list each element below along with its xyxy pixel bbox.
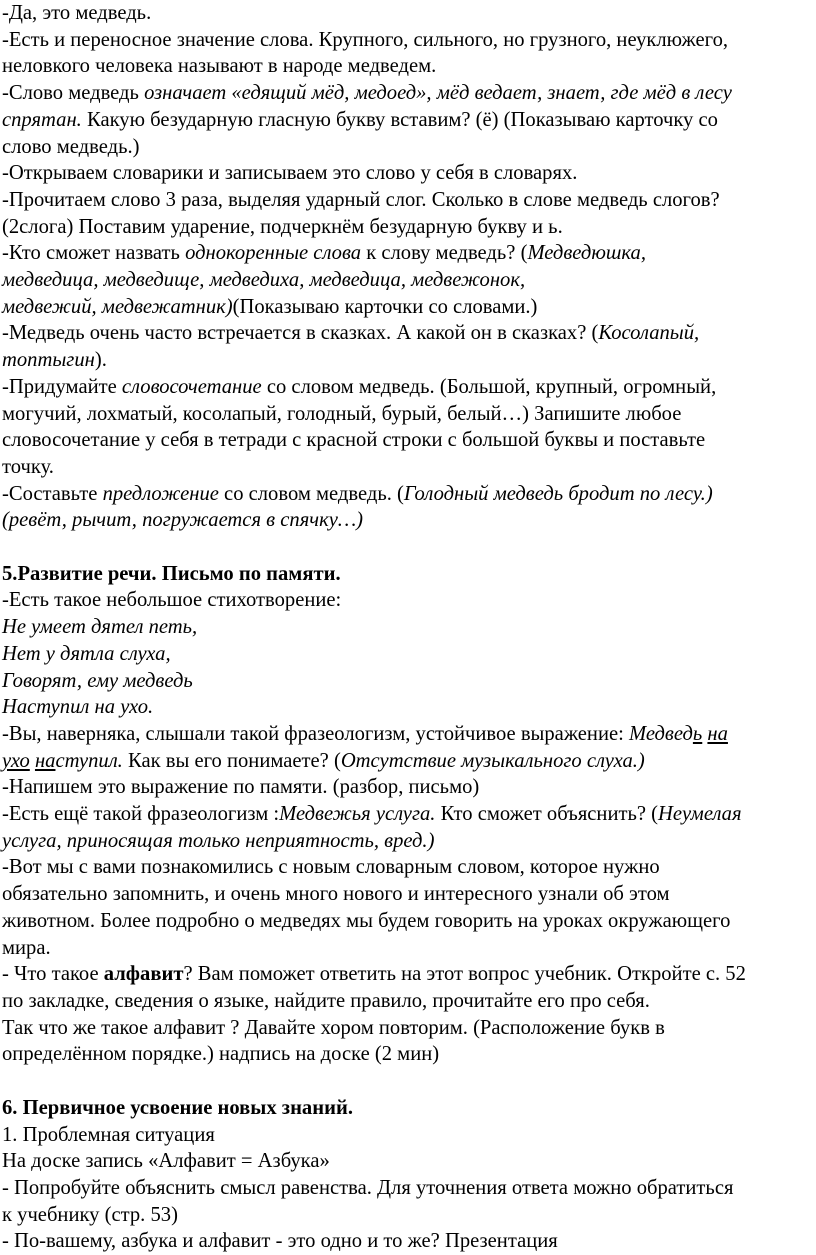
text-line [2,828,808,855]
text-run: -Придумайте [2,375,122,398]
italic-run: Наступил на ухо. [2,696,154,719]
text-line [2,267,808,294]
italic-run: услуга, приносящая только неприятность, вред.) [2,829,435,852]
italic-run: Медвежья услуга. [279,803,436,826]
text-run: со словом медведь. ( [218,482,404,505]
text-line [2,481,808,508]
italic-run: Голодный медведь бродит по лесу.) [403,482,713,505]
text-run: ? Вам поможет ответить на этот вопрос учебник. Откройте с. 52 [183,963,746,986]
underlined-italic-run: ухо [2,749,30,772]
italic-run: предложение [102,482,219,505]
text-line: слово медведь.) [2,135,140,158]
bold-run: 6. Первичное усвоение новых знаний. [2,1096,353,1119]
text-line: -Есть и переносное значение слова. Крупного, сильного, но грузного, неуклюжего, [2,28,729,51]
text-line: (2слога) Поставим ударение, подчеркнём безударную букву и ь. [2,215,563,238]
italic-run: медвежий, медвежатник) [2,295,233,318]
text-run: -Кто сможет назвать [2,242,186,265]
poem-line [2,641,808,668]
italic-run: Медведюшка, [527,242,646,265]
text-run: со словом медведь. (Большой, крупный, огромный, [261,375,717,398]
italic-run: Говорят, ему медведь [2,669,193,692]
poem-line [2,614,808,641]
text-line [2,961,808,988]
italic-run: Отсутствие музыкального слуха.) [340,749,645,772]
text-line [2,80,808,107]
blank-line [2,1068,808,1095]
text-line: определённом порядке.) надпись на доске (2 мин) [2,1043,440,1066]
bold-run: 5.Развитие речи. Письмо по памяти. [2,562,341,585]
text-run: -Вы, наверняка, слышали такой фразеологизм, устойчивое выражение: [2,722,629,745]
text-line [2,240,808,267]
poem-line [2,668,808,695]
text-line: могучий, лохматый, косолапый, голодный, бурый, белый…) Запишите любое [2,402,682,425]
underlined-italic-run: ь [692,722,703,745]
text-line: -Вот мы с вами познакомились с новым словарным словом, которое нужно [2,856,660,879]
italic-run: Нет у дятла слуха, [2,642,171,665]
text-line: На доске запись «Алфавит = Азбука» [2,1150,330,1173]
blank-line [2,534,808,561]
text-line: обязательно запомнить, и очень много нового и интересного узнали об этом [2,883,670,906]
poem-line [2,694,808,721]
text-line: - По-вашему, азбука и алфавит - это одно и то же? Презентация [2,1230,558,1253]
section-heading [2,1095,808,1122]
text-line: -Да, это медведь. [2,2,152,24]
text-line [2,320,808,347]
underlined-italic-run: на [707,722,728,745]
text-line [2,507,808,534]
text-line: по закладке, сведения о языке, найдите правило, прочитайте его про себя. [2,990,650,1012]
text-run: -Слово медведь [2,82,145,105]
italic-run: Косолапый, [598,322,700,345]
text-run: Кто сможет объяснить? ( [435,803,659,826]
text-line [2,107,808,134]
text-line: Так что же такое алфавит ? Давайте хором повторим. (Расположение букв в [2,1016,665,1039]
text-run: ). [94,349,107,372]
text-line: словосочетание у себя в тетради с красной строки с большой буквы и поставьте [2,429,706,452]
text-line [2,721,808,748]
text-run: -Медведь очень часто встречается в сказках. А какой он в сказках? ( [2,322,599,345]
text-line: 1. Проблемная ситуация [2,1123,215,1146]
bold-run: алфавит [103,963,184,986]
text-line: животном. Более подробно о медведях мы будем говорить на уроках окружающего [2,909,731,932]
text-line: мира. [2,936,51,959]
text-line [2,294,808,321]
text-run: - Что такое [2,963,104,986]
text-line: точку. [2,455,54,478]
text-line: - Попробуйте объяснить смысл равенства. Для уточнения ответа можно обратиться [2,1176,734,1199]
italic-run: Медвед [628,722,693,745]
text-line: -Напишем это выражение по памяти. (разбор, письмо) [2,776,480,799]
text-line: к учебнику (стр. 53) [2,1203,178,1226]
italic-run: Неумелая [658,803,742,826]
text-line [2,801,808,828]
text-line [2,374,808,401]
text-run: -Есть ещё такой фразеологизм : [2,803,280,826]
section-heading [2,561,808,588]
text-line: -Открываем словарики и записываем это слово у себя в словарях. [2,162,578,185]
italic-run: означает «едящий мёд, медоед», мёд ведает, знает, где мёд в лесу [144,82,732,105]
italic-run: Не умеет дятел петь, [2,616,198,639]
italic-run: (ревёт, рычит, погружается в спячку…) [2,509,364,532]
text-run: -Составьте [2,482,103,505]
text-line: неловкого человека называют в народе медведем. [2,55,437,78]
italic-run: топтыгин [2,349,95,372]
text-run: Как вы его понимаете? ( [122,749,341,772]
italic-run: спрятан. [2,108,82,131]
italic-run: ступил. [55,749,123,772]
text-line: -Прочитаем слово 3 раза, выделяя ударный слог. Сколько в слове медведь слогов? [2,188,720,211]
text-line [2,748,808,775]
text-run: к слову медведь? ( [361,242,528,265]
italic-run: медведица, медведище, медведиха, медведица, медвежонок, [2,269,526,292]
italic-run: однокоренные слова [185,242,362,265]
text-line: -Есть такое небольшое стихотворение: [2,589,342,612]
underlined-italic-run: на [34,749,56,772]
italic-run: словосочетание [121,375,262,398]
text-line [2,347,808,374]
text-run: Какую безударную гласную букву вставим? (ё) (Показываю карточку со [81,108,718,131]
text-run: (Показываю карточки со словами.) [232,295,538,318]
